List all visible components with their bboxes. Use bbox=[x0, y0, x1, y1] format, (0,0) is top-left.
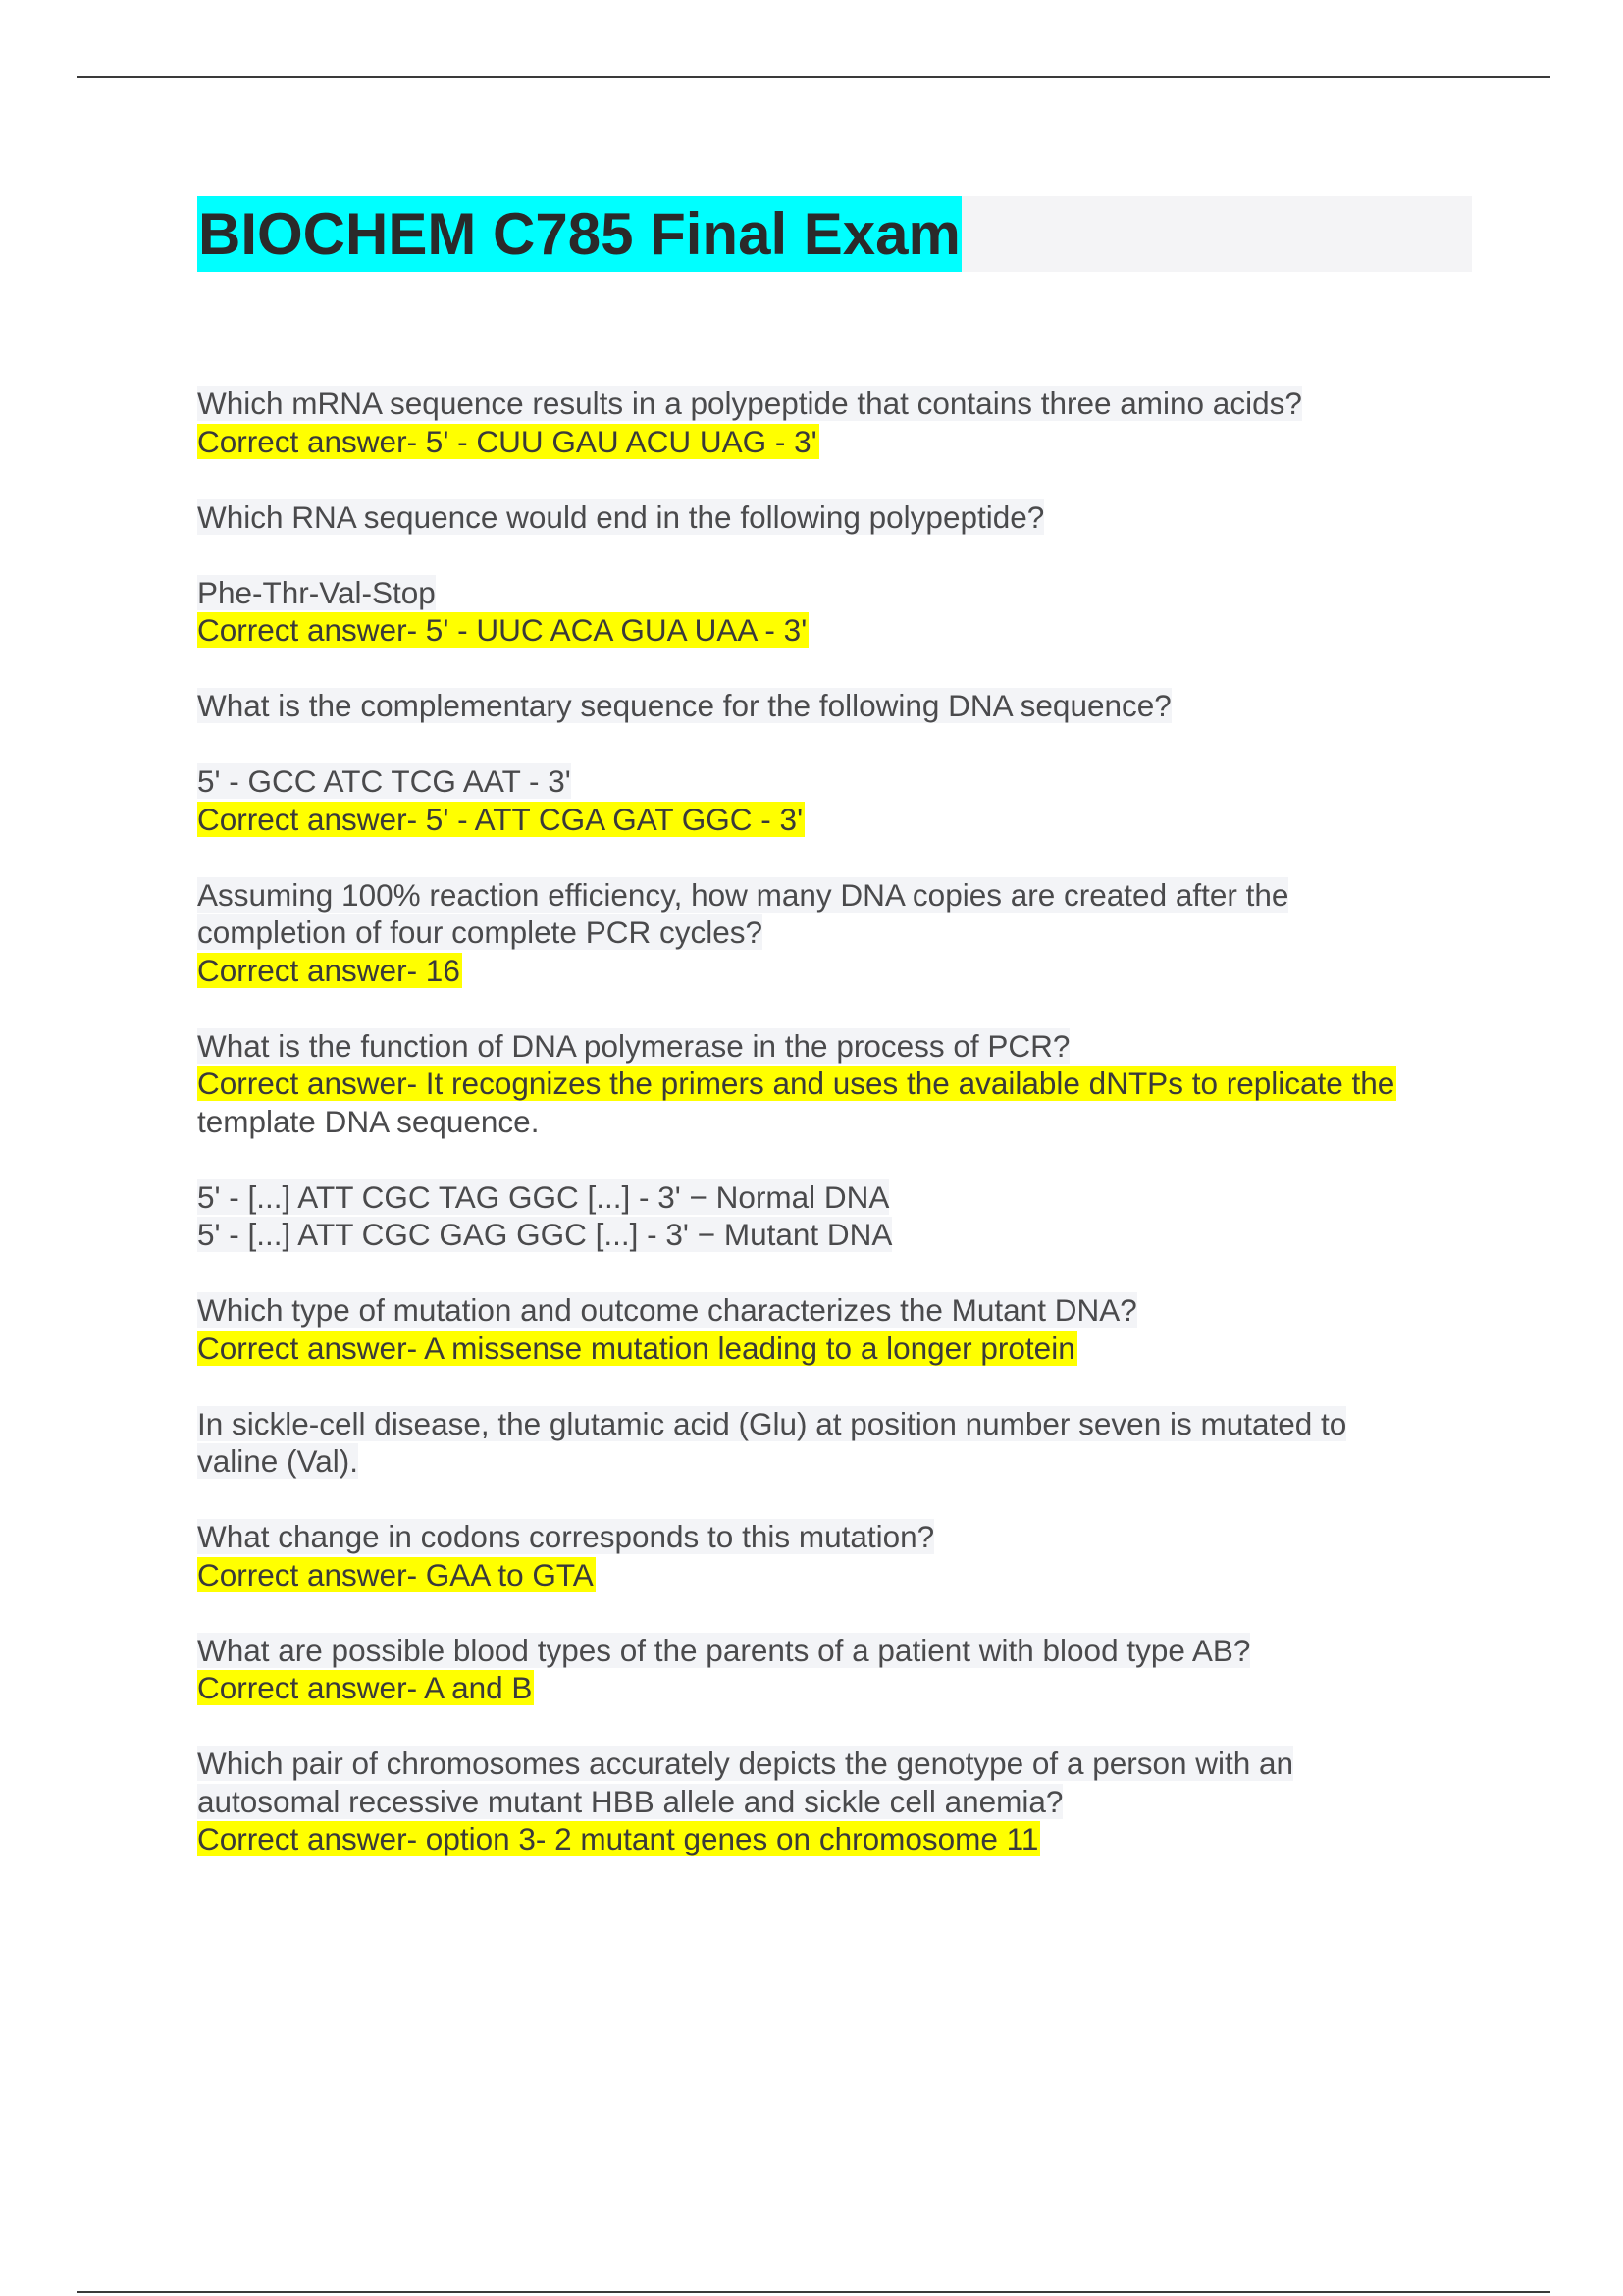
question-line: What is the function of DNA polymerase in the process of PCR? bbox=[197, 1027, 1071, 1064]
question-line: In sickle-cell disease, the glutamic acid (Glu) at position number seven is mutated to bbox=[197, 1405, 1347, 1441]
correct-answer: Correct answer- GAA to GTA bbox=[197, 1556, 594, 1592]
correct-answer: Correct answer- A missense mutation leading to a longer protein bbox=[197, 1330, 1075, 1366]
question-line: autosomal recessive mutant HBB allele and sickle cell anemia? bbox=[197, 1783, 1064, 1819]
question-row bbox=[197, 1027, 1483, 1066]
question-row bbox=[197, 498, 1483, 537]
question-row bbox=[197, 1405, 1483, 1443]
blank-line bbox=[197, 1481, 1483, 1519]
blank-line bbox=[197, 725, 1483, 763]
top-rule bbox=[77, 76, 1550, 78]
question-row bbox=[197, 762, 1483, 801]
question-row bbox=[197, 1291, 1483, 1330]
question-line: 5' - GCC ATC TCG AAT - 3' bbox=[197, 763, 571, 799]
correct-answer: Correct answer- It recognizes the primers and uses the available dNTPs to replicate the bbox=[197, 1066, 1395, 1101]
question-line: What change in codons corresponds to this mutation? bbox=[197, 1519, 935, 1554]
question-row bbox=[197, 687, 1483, 725]
answer-row bbox=[197, 1065, 1483, 1103]
question-line: Which RNA sequence would end in the following polypeptide? bbox=[197, 498, 1045, 535]
question-line: Which mRNA sequence results in a polypeptide that contains three amino acids? bbox=[197, 386, 1302, 421]
question-row bbox=[197, 574, 1483, 612]
block-spacer bbox=[197, 1140, 1483, 1178]
answer-row bbox=[197, 801, 1483, 839]
block-spacer bbox=[197, 1593, 1483, 1632]
block-spacer bbox=[197, 989, 1483, 1027]
qa-block bbox=[197, 1027, 1483, 1141]
question-line: 5' - [...] ATT CGC TAG GGC [...] - 3' − Normal DNA bbox=[197, 1178, 890, 1215]
bottom-rule bbox=[77, 2291, 1550, 2293]
question-line: 5' - [...] ATT CGC GAG GGC [...] - 3' − Mutant DNA bbox=[197, 1217, 893, 1252]
question-line: What are possible blood types of the parents of a patient with blood type AB? bbox=[197, 1632, 1251, 1668]
answer-row bbox=[197, 952, 1483, 990]
answer-row bbox=[197, 423, 1483, 461]
question-row bbox=[197, 385, 1483, 423]
qa-block bbox=[197, 1745, 1483, 1858]
correct-answer: Correct answer- 5' - CUU GAU ACU UAG - 3' bbox=[197, 423, 817, 459]
answer-row bbox=[197, 1556, 1483, 1594]
correct-answer: Correct answer- 5' - ATT CGA GAT GGC - 3' bbox=[197, 801, 804, 837]
answer-row bbox=[197, 1669, 1483, 1707]
question-line: Assuming 100% reaction efficiency, how many DNA copies are created after the bbox=[197, 876, 1289, 913]
answer-row bbox=[197, 1820, 1483, 1858]
correct-answer: Correct answer- 5' - UUC ACA GUA UAA - 3' bbox=[197, 612, 808, 648]
question-row bbox=[197, 1216, 1483, 1254]
answer-row bbox=[197, 611, 1483, 650]
block-spacer bbox=[197, 1367, 1483, 1405]
question-line: completion of four complete PCR cycles? bbox=[197, 914, 762, 950]
question-line: Phe-Thr-Val-Stop bbox=[197, 574, 436, 610]
answer-continuation: template DNA sequence. bbox=[197, 1103, 540, 1139]
qa-block bbox=[197, 1632, 1483, 1707]
question-row bbox=[197, 876, 1483, 914]
qa-block bbox=[197, 687, 1483, 838]
correct-answer: Correct answer- A and B bbox=[197, 1670, 533, 1705]
question-line: What is the complementary sequence for the following DNA sequence? bbox=[197, 688, 1172, 723]
qa-block bbox=[197, 1405, 1483, 1594]
question-row bbox=[197, 1783, 1483, 1821]
qa-block bbox=[197, 385, 1483, 460]
block-spacer bbox=[197, 838, 1483, 876]
block-spacer bbox=[197, 1707, 1483, 1746]
question-line: valine (Val). bbox=[197, 1443, 358, 1479]
question-line: Which pair of chromosomes accurately depicts the genotype of a person with an bbox=[197, 1746, 1294, 1781]
blank-line bbox=[197, 536, 1483, 574]
question-row bbox=[197, 1632, 1483, 1670]
page-title: BIOCHEM C785 Final Exam bbox=[197, 196, 962, 272]
question-line: Which type of mutation and outcome characterizes the Mutant DNA? bbox=[197, 1292, 1137, 1328]
correct-answer: Correct answer- option 3- 2 mutant genes on chromosome 11 bbox=[197, 1821, 1039, 1856]
question-row bbox=[197, 1178, 1483, 1217]
correct-answer: Correct answer- 16 bbox=[197, 952, 460, 988]
question-row bbox=[197, 1442, 1483, 1481]
blank-line bbox=[197, 1254, 1483, 1292]
question-row bbox=[197, 913, 1483, 952]
block-spacer bbox=[197, 460, 1483, 498]
qa-block bbox=[197, 498, 1483, 650]
question-row bbox=[197, 1518, 1483, 1556]
question-row bbox=[197, 1745, 1483, 1783]
qa-block bbox=[197, 1178, 1483, 1368]
qa-block bbox=[197, 876, 1483, 990]
block-spacer bbox=[197, 650, 1483, 688]
qa-list bbox=[197, 385, 1483, 1858]
answer-row bbox=[197, 1330, 1483, 1368]
